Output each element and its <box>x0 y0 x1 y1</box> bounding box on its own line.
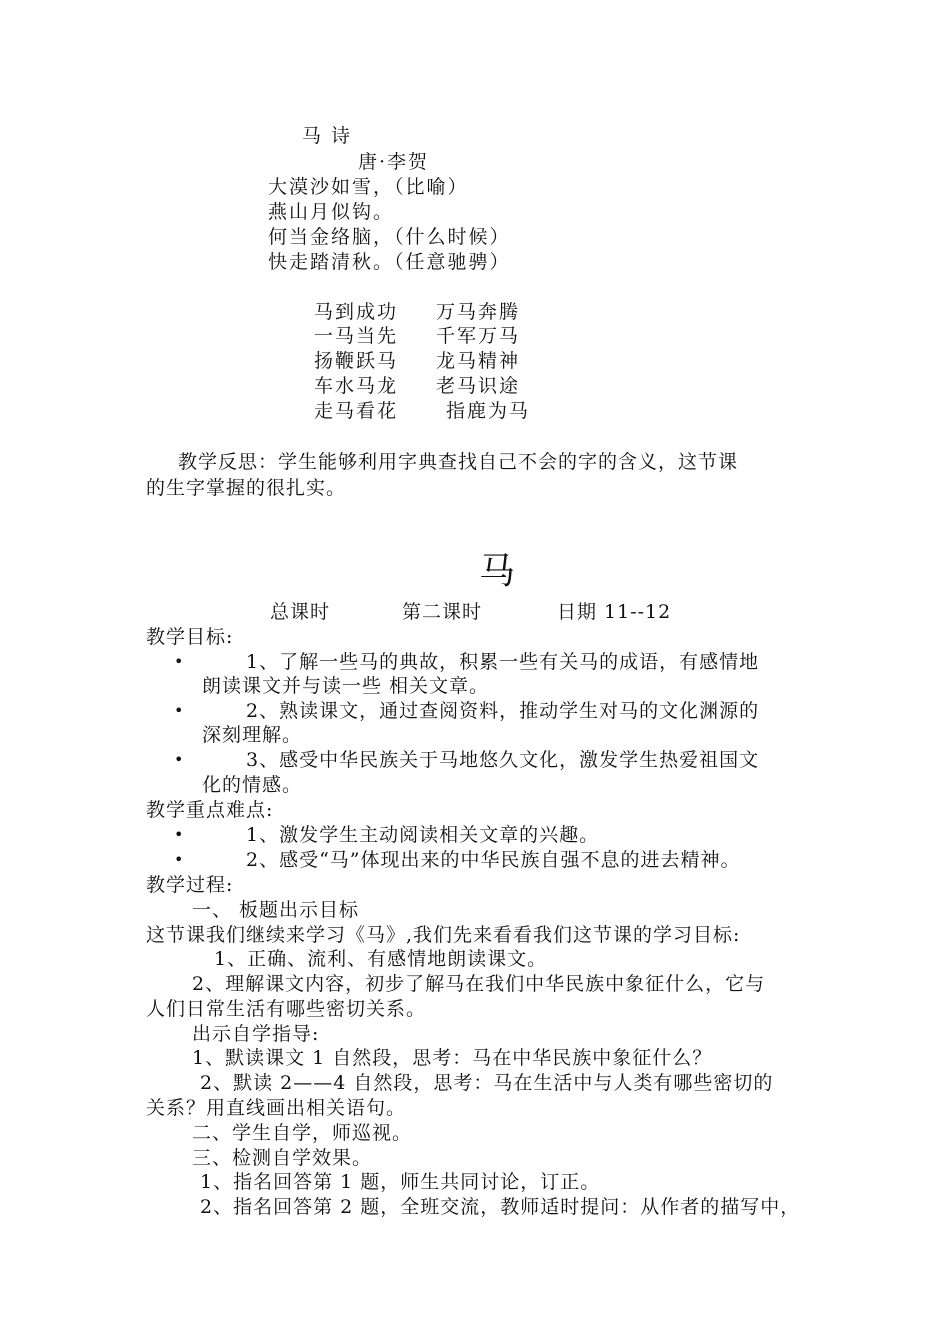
idiom: 马到成功 <box>314 301 399 323</box>
idiom: 扬鞭跃马 <box>314 350 399 372</box>
reflection-line: 的生字掌握的很扎实。 <box>146 477 347 499</box>
process-check: 2、指名回答第 2 题，全班交流，教师适时提问：从作者的描写中， <box>200 1196 801 1218</box>
bullet-icon: • <box>174 825 185 844</box>
process-intro: 这节课我们继续来学习《马》,我们先来看看我们这节课的学习目标: <box>146 924 741 946</box>
goal-item-cont: 深刻理解。 <box>202 724 303 746</box>
reflection-line: 教学反思：学生能够利用字典查找自己不会的字的含义，这节课 <box>178 451 739 473</box>
idiom: 车水马龙 <box>314 375 399 397</box>
bullet-icon: • <box>174 652 185 671</box>
idiom: 龙马精神 <box>436 350 521 372</box>
process-goal-cont: 人们日常生活有哪些密切关系。 <box>146 998 427 1020</box>
goal-item: 3、感受中华民族关于马地悠久文化，激发学生热爱祖国文 <box>246 749 760 771</box>
meta-date: 日期 11--12 <box>557 601 672 623</box>
poem-title: 马 诗 <box>302 125 353 147</box>
goal-item: 2、熟读课文，通过查阅资料，推动学生对马的文化渊源的 <box>246 700 760 722</box>
process-step: 三、检测自学效果。 <box>192 1147 373 1169</box>
goal-item: 1、了解一些马的典故，积累一些有关马的成语，有感情地 <box>246 651 760 673</box>
process-guide: 出示自学指导: <box>192 1023 320 1045</box>
bullet-icon: • <box>174 850 185 869</box>
poem-line: 大漠沙如雪，（比喻） <box>268 176 469 198</box>
keypoint-item: 1、激发学生主动阅读相关文章的兴趣。 <box>246 824 600 846</box>
process-heading: 教学过程: <box>146 874 234 896</box>
process-step: 一、 板题出示目标 <box>192 899 360 921</box>
goal-item-cont: 朗读课文并与读一些 相关文章。 <box>202 675 490 697</box>
lesson-title: 马 <box>479 551 516 592</box>
goals-heading: 教学目标: <box>146 626 234 648</box>
meta-period: 第二课时 <box>402 601 483 623</box>
poem-author: 唐·李贺 <box>358 151 430 173</box>
keypoint-item: 2、感受“马”体现出来的中华民族自强不息的进去精神。 <box>246 849 741 871</box>
goal-item-cont: 化的情感。 <box>202 774 303 796</box>
process-goal: 1、正确、流利、有感情地朗读课文。 <box>214 948 548 970</box>
process-guide-item: 2、默读 2——4 自然段，思考：马在生活中与人类有哪些密切的 <box>200 1072 774 1094</box>
process-step: 二、学生自学，师巡视。 <box>192 1122 413 1144</box>
keypoints-heading: 教学重点难点: <box>146 799 274 821</box>
bullet-icon: • <box>174 701 185 720</box>
idiom: 老马识途 <box>436 375 521 397</box>
idiom: 走马看花 <box>314 400 399 422</box>
process-goal: 2、理解课文内容，初步了解马在我们中华民族中象征什么，它与 <box>192 973 766 995</box>
process-guide-item-cont: 关系？用直线画出相关语句。 <box>146 1097 407 1119</box>
meta-total: 总课时 <box>270 601 331 623</box>
idiom: 千军万马 <box>436 325 521 347</box>
idiom: 指鹿为马 <box>446 400 531 422</box>
poem-line: 快走踏清秋。（任意驰骋） <box>268 251 511 273</box>
poem-line: 燕山月似钩。 <box>268 201 395 223</box>
poem-line: 何当金络脑，（什么时候） <box>268 226 511 248</box>
idiom: 万马奔腾 <box>436 301 521 323</box>
process-check: 1、指名回答第 1 题，师生共同讨论，订正。 <box>200 1171 601 1193</box>
idiom: 一马当先 <box>314 325 399 347</box>
bullet-icon: • <box>174 750 185 769</box>
process-guide-item: 1、默读课文 1 自然段，思考：马在中华民族中象征什么？ <box>192 1047 713 1069</box>
